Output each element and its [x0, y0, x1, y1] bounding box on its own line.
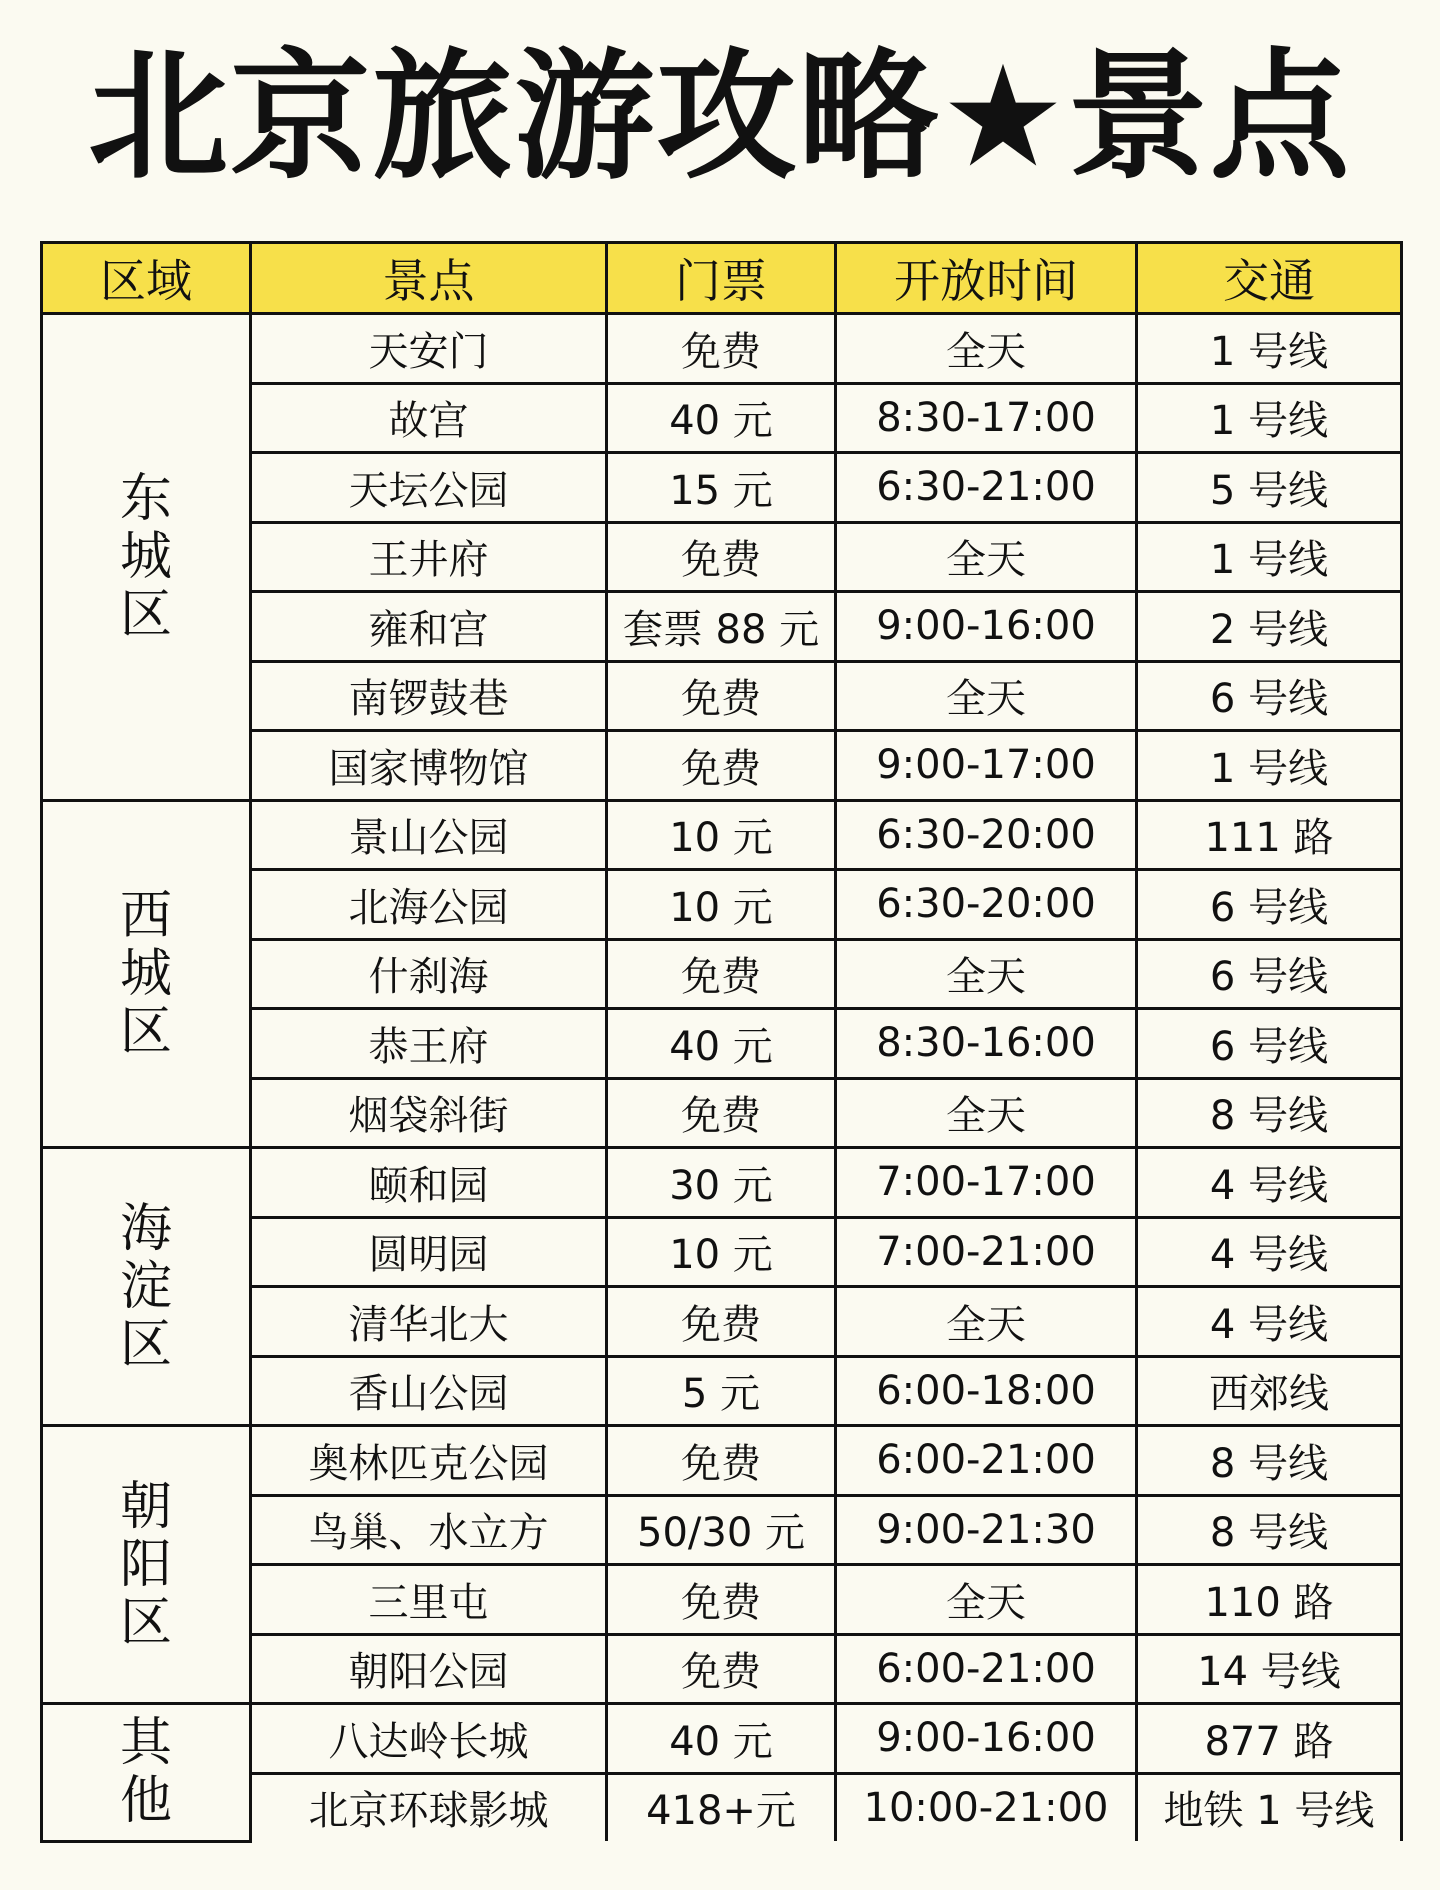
page-title: 北京旅游攻略★景点: [88, 36, 1352, 199]
transit-cell: 5 号线: [1137, 453, 1402, 523]
table-body: [42, 314, 1402, 1842]
region-cell: [42, 1148, 251, 1426]
region-label: 西城区: [119, 885, 172, 1062]
ticket-cell: 418+元: [607, 1773, 836, 1841]
transit-cell: 8 号线: [1137, 1078, 1402, 1148]
site-cell: 故宫: [251, 383, 607, 453]
region-label: 其他: [119, 1713, 172, 1832]
transit-cell: 110 路: [1137, 1565, 1402, 1635]
transit-cell: 6 号线: [1137, 1009, 1402, 1079]
site-cell: 三里屯: [251, 1565, 607, 1635]
table-row: [42, 1426, 1402, 1496]
site-cell: 恭王府: [251, 1009, 607, 1079]
hours-cell: 全天: [836, 939, 1137, 1009]
hours-cell: 全天: [836, 314, 1137, 384]
hours-cell: 6:30-20:00: [836, 870, 1137, 940]
transit-cell: 8 号线: [1137, 1495, 1402, 1565]
transit-cell: 4 号线: [1137, 1148, 1402, 1218]
ticket-cell: 免费: [607, 1426, 836, 1496]
table-row: [42, 1704, 1402, 1774]
header-site: 景点: [251, 243, 607, 314]
header-region: 区域: [42, 243, 251, 314]
site-cell: 八达岭长城: [251, 1704, 607, 1774]
hours-cell: 8:30-17:00: [836, 383, 1137, 453]
ticket-cell: 40 元: [607, 1009, 836, 1079]
ticket-cell: 免费: [607, 731, 836, 801]
site-cell: 北海公园: [251, 870, 607, 940]
ticket-cell: 10 元: [607, 1217, 836, 1287]
table-row: [42, 314, 1402, 384]
hours-cell: 全天: [836, 522, 1137, 592]
site-cell: 国家博物馆: [251, 731, 607, 801]
ticket-cell: 免费: [607, 314, 836, 384]
hours-cell: 6:30-21:00: [836, 453, 1137, 523]
hours-cell: 10:00-21:00: [836, 1773, 1137, 1841]
hours-cell: 全天: [836, 1287, 1137, 1357]
ticket-cell: 10 元: [607, 800, 836, 870]
ticket-cell: 套票 88 元: [607, 592, 836, 662]
ticket-cell: 40 元: [607, 383, 836, 453]
site-cell: 南锣鼓巷: [251, 661, 607, 731]
region-label: 海淀区: [119, 1198, 172, 1375]
hours-cell: 6:30-20:00: [836, 800, 1137, 870]
transit-cell: 1 号线: [1137, 314, 1402, 384]
site-cell: 北京环球影城: [251, 1773, 607, 1841]
hours-cell: 9:00-17:00: [836, 731, 1137, 801]
ticket-cell: 30 元: [607, 1148, 836, 1218]
transit-cell: 8 号线: [1137, 1426, 1402, 1496]
table-row: [42, 1148, 1402, 1218]
region-cell: [42, 314, 251, 801]
transit-cell: 西郊线: [1137, 1356, 1402, 1426]
ticket-cell: 免费: [607, 1287, 836, 1357]
transit-cell: 6 号线: [1137, 870, 1402, 940]
hours-cell: 6:00-18:00: [836, 1356, 1137, 1426]
transit-cell: 1 号线: [1137, 731, 1402, 801]
transit-cell: 6 号线: [1137, 939, 1402, 1009]
header-ticket: 门票: [607, 243, 836, 314]
attractions-table: [40, 241, 1403, 1843]
ticket-cell: 15 元: [607, 453, 836, 523]
region-cell: [42, 1426, 251, 1704]
region-label: 东城区: [119, 468, 172, 645]
transit-cell: 地铁 1 号线: [1137, 1773, 1402, 1841]
site-cell: 王井府: [251, 522, 607, 592]
transit-cell: 4 号线: [1137, 1287, 1402, 1357]
site-cell: 奥林匹克公园: [251, 1426, 607, 1496]
site-cell: 天安门: [251, 314, 607, 384]
region-label: 朝阳区: [119, 1476, 172, 1653]
transit-cell: 14 号线: [1137, 1634, 1402, 1704]
transit-cell: 1 号线: [1137, 383, 1402, 453]
hours-cell: 9:00-16:00: [836, 1704, 1137, 1774]
ticket-cell: 50/30 元: [607, 1495, 836, 1565]
hours-cell: 全天: [836, 1565, 1137, 1635]
hours-cell: 全天: [836, 661, 1137, 731]
hours-cell: 7:00-21:00: [836, 1217, 1137, 1287]
header-transit: 交通: [1137, 243, 1402, 314]
ticket-cell: 40 元: [607, 1704, 836, 1774]
site-cell: 什刹海: [251, 939, 607, 1009]
site-cell: 圆明园: [251, 1217, 607, 1287]
transit-cell: 111 路: [1137, 800, 1402, 870]
site-cell: 雍和宫: [251, 592, 607, 662]
site-cell: 朝阳公园: [251, 1634, 607, 1704]
ticket-cell: 免费: [607, 522, 836, 592]
site-cell: 鸟巢、水立方: [251, 1495, 607, 1565]
transit-cell: 2 号线: [1137, 592, 1402, 662]
hours-cell: 9:00-16:00: [836, 592, 1137, 662]
site-cell: 清华北大: [251, 1287, 607, 1357]
header-row: [42, 243, 1402, 314]
hours-cell: 8:30-16:00: [836, 1009, 1137, 1079]
transit-cell: 4 号线: [1137, 1217, 1402, 1287]
site-cell: 香山公园: [251, 1356, 607, 1426]
ticket-cell: 免费: [607, 661, 836, 731]
hours-cell: 全天: [836, 1078, 1137, 1148]
transit-cell: 877 路: [1137, 1704, 1402, 1774]
hours-cell: 9:00-21:30: [836, 1495, 1137, 1565]
site-cell: 天坛公园: [251, 453, 607, 523]
transit-cell: 1 号线: [1137, 522, 1402, 592]
table-row: [42, 800, 1402, 870]
ticket-cell: 免费: [607, 1634, 836, 1704]
attractions-table-wrap: [40, 241, 1400, 1843]
site-cell: 颐和园: [251, 1148, 607, 1218]
ticket-cell: 5 元: [607, 1356, 836, 1426]
ticket-cell: 免费: [607, 1565, 836, 1635]
region-cell: [42, 1704, 251, 1842]
header-hours: 开放时间: [836, 243, 1137, 314]
site-cell: 景山公园: [251, 800, 607, 870]
region-cell: [42, 800, 251, 1148]
site-cell: 烟袋斜街: [251, 1078, 607, 1148]
hours-cell: 7:00-17:00: [836, 1148, 1137, 1218]
ticket-cell: 10 元: [607, 870, 836, 940]
hours-cell: 6:00-21:00: [836, 1634, 1137, 1704]
ticket-cell: 免费: [607, 1078, 836, 1148]
transit-cell: 6 号线: [1137, 661, 1402, 731]
ticket-cell: 免费: [607, 939, 836, 1009]
hours-cell: 6:00-21:00: [836, 1426, 1137, 1496]
